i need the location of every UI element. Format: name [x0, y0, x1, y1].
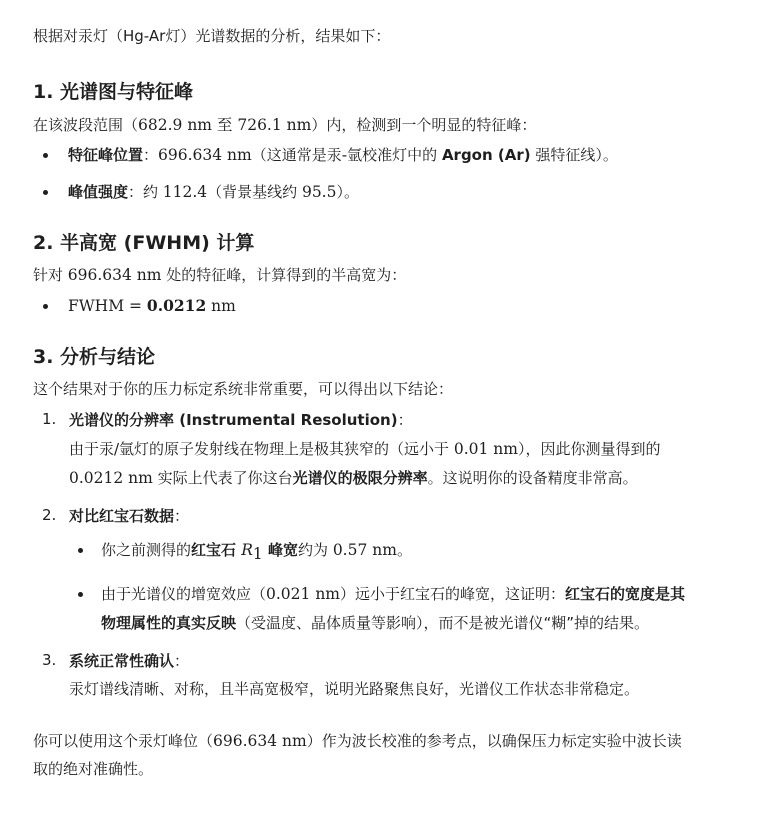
resolution-limit-bold: 光谱仪的极限分辨率 [292, 468, 428, 487]
broadening-bold-b: 物理属性的真实反映 [101, 614, 237, 633]
list-item-resolution [33, 407, 733, 492]
final-paragraph [33, 727, 733, 784]
ruby-title: 对比红宝石数据 [69, 506, 175, 525]
section-fwhm [33, 229, 733, 319]
peak-position-label: 特征峰位置 [68, 146, 144, 165]
peak-list [33, 143, 733, 205]
resolution-heading [69, 407, 733, 435]
colon: ： [174, 651, 190, 670]
list-item-system-check [33, 648, 733, 704]
system-heading [69, 648, 733, 676]
list-item-fwhm [33, 294, 733, 319]
approx-text: ：约 [128, 183, 163, 202]
system-title: 系统正常性确认 [69, 651, 175, 670]
fwhm-measured-value: 0.0212 nm [69, 468, 153, 487]
section-heading-peak: 1. 光谱图与特征峰 [33, 81, 194, 103]
resolution-text-c: 实际上代表了你这台 [152, 468, 293, 487]
ruby-r-subscript: 1 [252, 545, 263, 564]
broadening-text-b: ）远小于红宝石的峰宽，这证明： [340, 584, 566, 603]
broadening-value: 0.021 nm [266, 584, 340, 603]
resolution-line-1 [69, 435, 733, 464]
ruby-text-a: 你之前测得的 [101, 541, 192, 560]
fwhm-value: 0.0212 [146, 296, 207, 316]
range-description [33, 113, 733, 138]
peak-intensity-value: 112.4 [162, 183, 208, 202]
equals-sign: = [124, 297, 147, 316]
range-desc-suffix: ）内，检测到一个明显的特征峰： [311, 115, 537, 134]
broadening-text-c: （受温度、晶体质量等影响），而不是被光谱仪“糊”掉的结果。 [236, 614, 650, 633]
fwhm-desc-prefix: 针对 [33, 266, 68, 285]
list-number: 2. [42, 505, 57, 524]
range-value: 682.9 nm 至 726.1 nm [138, 115, 312, 134]
argon-label: Argon (Ar) [441, 146, 531, 165]
baseline-suffix: ）。 [336, 183, 359, 202]
section-heading-conclusion: 3. 分析与结论 [33, 345, 156, 368]
section-heading-fwhm: 2. 半高宽 (FWHM) 计算 [33, 231, 255, 254]
list-number: 1. [42, 410, 57, 429]
fwhm-unit: nm [206, 297, 236, 316]
colon: ： [397, 411, 413, 430]
list-item-ruby-width [69, 536, 733, 569]
fwhm-label: FWHM [68, 297, 125, 316]
broadening-bold-a: 红宝石的宽度是其 [565, 584, 686, 603]
system-text: 汞灯谱线清晰、对称，且半高宽极窄，说明光路聚焦良好，光谱仪工作状态非常稳定。 [69, 679, 640, 698]
fwhm-list [33, 294, 733, 319]
resolution-text-d: 。这说明你的设备精度非常高。 [427, 468, 638, 487]
peak-width-bold: 峰宽 [262, 541, 299, 560]
fwhm-description [33, 263, 733, 288]
ruby-heading [69, 503, 733, 531]
linewidth-value: 0.01 nm [453, 440, 518, 459]
broadening-text-a: 由于光谱仪的增宽效应（ [101, 584, 267, 603]
final-peak-value: 696.634 nm [213, 732, 307, 751]
fwhm-desc-value: 696.634 nm [67, 266, 162, 285]
resolution-text-b: ），因此你测量得到的 [517, 440, 661, 459]
section-peak [33, 78, 733, 205]
list-item-peak-intensity [33, 180, 733, 205]
intro-text: 根据对汞灯（Hg-Ar灯）光谱数据的分析，结果如下： [33, 27, 391, 45]
final-text-a: 你可以使用这个汞灯峰位（ [33, 732, 214, 751]
range-desc-prefix: 在该波段范围（ [33, 115, 139, 134]
resolution-line-2 [69, 464, 733, 493]
list-item-broadening [69, 580, 733, 638]
colon: ： [174, 506, 190, 525]
conclusion-list [33, 407, 733, 703]
section-conclusion [33, 343, 733, 703]
peak-intensity-label: 峰值强度 [68, 183, 129, 202]
resolution-title: 光谱仪的分辨率 (Instrumental Resolution) [69, 411, 398, 430]
baseline-value: 95.5 [301, 183, 337, 202]
ruby-bold: 红宝石 [191, 541, 242, 560]
final-text-b: ）作为波长校准的参考点，以确保压力标定实验中波长读 [306, 732, 682, 751]
colon: ： [143, 146, 159, 165]
list-item-ruby [33, 503, 733, 638]
fwhm-desc-suffix: 处的特征峰，计算得到的半高宽为： [161, 266, 407, 285]
list-item-peak-position [33, 143, 733, 168]
ruby-text-b: 约为 [298, 541, 333, 560]
resolution-text-a: 由于汞/氩灯的原子发射线在物理上是极其狭窄的（远小于 [69, 440, 454, 459]
response-document [33, 24, 733, 784]
ruby-r-symbol: R [241, 541, 253, 560]
ruby-width-value: 0.57 nm [332, 541, 397, 560]
list-number: 3. [42, 650, 57, 669]
peak-position-value: 696.634 nm [158, 146, 252, 165]
final-text-c: 取的绝对准确性。 [33, 760, 154, 779]
peak-note-a: （这通常是汞-氩校准灯中的 [251, 146, 442, 165]
peak-note-b: 强特征线）。 [530, 146, 618, 165]
conclusion-description: 这个结果对于你的压力标定系统非常重要，可以得出以下结论： [33, 380, 454, 399]
ruby-text-c: 。 [396, 541, 412, 560]
ruby-sublist [69, 536, 733, 637]
baseline-text: （背景基线约 [207, 183, 302, 202]
